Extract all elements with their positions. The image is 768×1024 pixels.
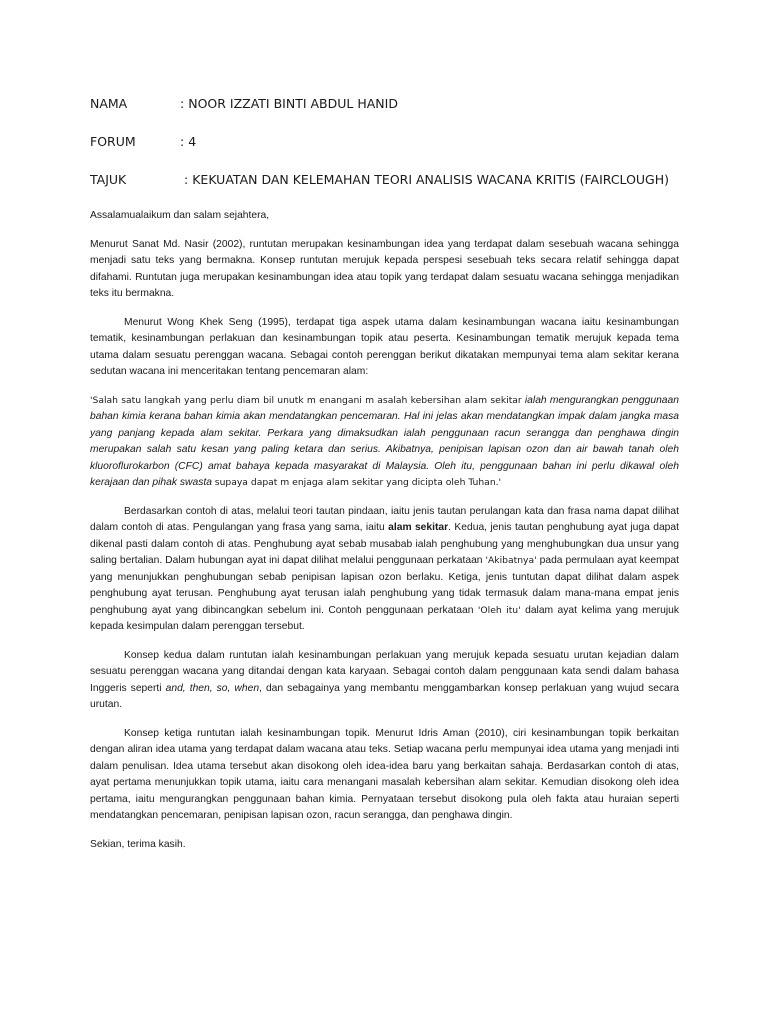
greeting: Assalamualaikum dan salam sejahtera, [90,210,270,221]
p3-word-oleh-itu: 'Oleh itu' [477,604,521,616]
tajuk-label: TAJUK [90,172,127,187]
forum-value: 4 [188,134,197,149]
quote-paragraph [90,393,679,492]
document-body [90,208,679,865]
p3-bold-term: alam sekitar [388,522,449,533]
p3-text-b: . Kedua, jenis tautan penghubung ayat juga dapat dikenal pasti dalam contoh di atas. Penghubung ayat sebab musabab ialah penghubung yang menghubungkan dua unsur yang saling bertalian. Dalam hubungan ayat ini dapat dilihat melalui penggunaan perkataan [90,522,679,566]
p4-text-b: , dan sebagainya yang membantu menggambarkan konsep perlakuan yang wujud secara urutan. [90,682,679,710]
p4-italic-words: and, then, so, when [165,682,260,694]
header-tajuk-row: TAJUK : KEKUATAN DAN KELEMAHAN TEORI ANALISIS WACANA KRITIS (FAIRCLOUGH) [90,172,670,187]
closing: Sekian, terima kasih. [90,838,186,850]
quote-end: supaya dapat m enjaga alam sekitar yang dicipta oleh Tuhan.' [214,477,502,488]
p4-text-a: Konsep kedua dalam runtutan ialah kesinambungan perlakuan yang merujuk kepada sesuatu urutan kejadian dalam sesuatu perenggan wacana yang ditandai dengan kata karyaan. Sebagai contoh dalam penggunaan kata sendi dalam bahasa Inggeris seperti [90,649,679,694]
p3-text-c: pada permulaan ayat keempat yang menunjukkan penghubungan sebab penipisan lapisan ozon berlaku. Ketiga, jenis tuntutan dapat dilihat dalam aspek penghubung ayat terusan. Penghubung ayat terusan ialah penghubung yang tidak termasuk dalam mana-mana empat jenis penghubung ayat yang dibincangkan sebelum ini. Contoh penggunaan perkataan [90,555,679,616]
paragraph-5: Konsep ketiga runtutan ialah kesinambungan topik. Menurut Idris Aman (2010), ciri kesinambungan topik berkaitan dengan aliran idea utama yang terdapat dalam wacana atau teks. Setiap wacana perlu mempunyai idea utama yang menjadi inti dalam penulisan. Idea utama tersebut akan disokong oleh idea-idea baru yang berkaitan sahaja. Berdasarkan contoh di atas, ayat pertama menunjukkan topik utama, iaitu cara menangani masalah kebersihan alam sekitar. Kemudian disokong oleh idea pertama, iaitu mengurangkan penggunaan bahan kimia. Pernyataan tersebut disokong pula oleh fakta atau huraian seperti mendatangkan pencemaran, penipisan lapisan ozon, racun serangga, dan penghawa dingin. [90,727,679,821]
paragraph-3 [90,504,679,636]
tajuk-value: KEKUATAN DAN KELEMAHAN TEORI ANALISIS WACANA KRITIS (FAIRCLOUGH) [192,172,670,187]
p3-text-a: Berdasarkan contoh di atas, melalui teori tautan pindaan, iaitu jenis tautan perulangan kata dan frasa nama dapat dilihat dalam contoh di atas. Pengulangan yang frasa yang sama, iaitu [90,505,679,533]
quote-start: 'Salah satu langkah yang perlu diam bil unutk m enangani m asalah kebersihan alam sekitar [90,394,522,406]
nama-label: NAMA [90,96,128,111]
paragraph-4 [90,648,679,714]
header-nama-row: NAMA : NOOR IZZATI BINTI ABDUL HANID [90,96,398,111]
p3-text-d: dalam ayat kelima yang merujuk kepada kesimpulan dalam perenggan tersebut. [90,604,679,632]
forum-label: FORUM [90,134,136,149]
nama-value: NOOR IZZATI BINTI ABDUL HANID [188,96,398,111]
header-forum-row: FORUM : 4 [90,134,197,149]
p3-word-akibatnya: 'Akibatnya' [485,555,537,566]
paragraph-2: Menurut Wong Khek Seng (1995), terdapat tiga aspek utama dalam kesinambungan wacana iaitu kesinambungan tematik, kesinambungan perlakuan dan kesinambungan topik atau peserta. Kesinambungan tematik merujuk kepada tema utama dalam sesuatu perenggan wacana. Sebagai contoh perenggan berikut dikatakan mempunyai tema alam sekitar kerana sedutan wacana ini menceritakan tentang pencemaran alam: [90,316,679,377]
quote-middle: ialah mengurangkan penggunaan bahan kimia kerana bahan kimia akan mendatangkan pencemaran. Hal ini jelas akan mendatangkan impak dalam jangka masa yang panjang kepada alam sekitar. Perkara yang dimaksudkan ialah penggunaan racun serangga dan penghawa dingin merupakan salah satu kesan yang paling ketara dan serius. Akibatnya, penipisan lapisan ozon dan air bawah tanah oleh kluoroflurokarbon (CFC) amat bahaya kepada masyarakat di Malaysia. Oleh itu, penggunaan bahan ini perlu dikawal oleh kerajaan dan pihak swasta [90,394,679,488]
paragraph-1: Menurut Sanat Md. Nasir (2002), runtutan merupakan kesinambungan idea yang terdapat dalam sesebuah wacana sehingga menjadi satu teks yang bermakna. Konsep runtutan merujuk kepada perspesi sesebuah teks secara relatif sehingga dapat difahami. Runtutan juga merupakan kesinambungan idea atau topik yang terdapat dalam sesuatu wacana sehingga menjadikan teks itu bermakna. [90,238,679,299]
